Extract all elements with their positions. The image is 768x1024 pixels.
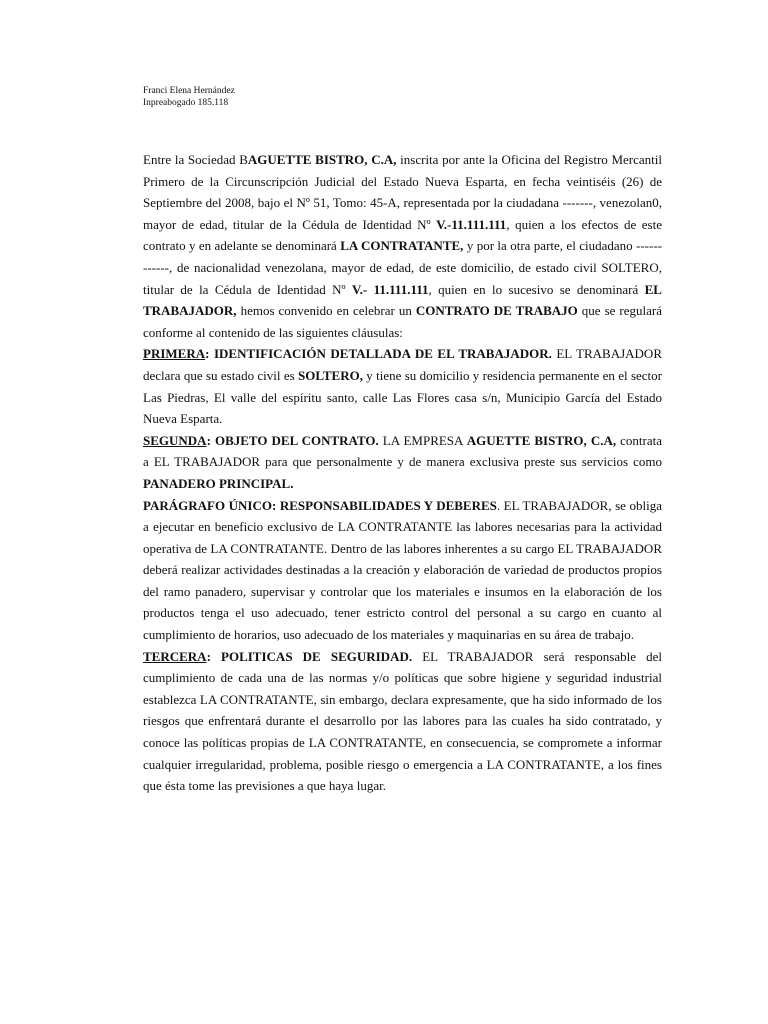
clause-primera: PRIMERA: IDENTIFICACIÓN DETALLADA DE EL TRABAJADOR. EL TRABAJADOR declara que su estado civil es SOLTERO, y tiene su domicilio y residencia permanente en el sector Las Piedras, El valle del espíritu santo, calle Las Flores casa s/n, Municipio García del Estado Nueva Esparta. — [143, 346, 663, 427]
inpreabogado-number: Inpreabogado 185.118 — [143, 98, 229, 108]
clause-label: PRIMERA — [143, 346, 206, 362]
clause-title: PARÁGRAFO ÚNICO: RESPONSABILIDADES Y DEBERES — [143, 497, 497, 513]
job-role: PANADERO PRINCIPAL. — [143, 475, 294, 491]
clause-tercera: TERCERA: POLITICAS DE SEGURIDAD. EL TRABAJADOR será responsable del cumplimiento de cada una de las normas y/o políticas que sobre higiene y seguridad industrial establezca LA CONTRATANTE, sin embargo, declara expresamente, que ha sido informado de los riesgos que enfrentará durante el desarrollo por las labores para las cuales ha sido contratado, y conoce las políticas propias de LA CONTRATANTE, en consecuencia, se compromete a informar cualquier irregularidad, problema, posible riesgo o emergencia a LA CONTRATANTE, a los fines que ésta tome las previsiones a que haya lugar. — [143, 648, 662, 794]
id-number-trabajador: V.- 11.111.111 — [351, 281, 429, 297]
clause-title: : POLITICAS DE SEGURIDAD. — [206, 648, 413, 664]
company-name: AGUETTE BISTRO, C.A, — [466, 432, 617, 448]
clause-label: SEGUNDA — [143, 432, 207, 448]
id-number-contratante: V.-11.111.111 — [436, 216, 507, 232]
company-name: AGUETTE BISTRO, C.A, — [247, 152, 397, 167]
author-name: Franci Elena Hernández — [143, 86, 235, 96]
clause-paragrafo-unico: PARÁGRAFO ÚNICO: RESPONSABILIDADES Y DEBERES. EL TRABAJADOR, se obliga a ejecutar en beneficio exclusivo de LA CONTRATANTE las labores necesarias para la actividad operativa de LA CONTRATANTE. Dentro de las labores inherentes a su cargo EL TRABAJADOR deberá realizar actividades destinadas a la creación y elaboración de variedad de productos propios del ramo panadero, supervisar y controlar que los materiales e insumos en la elaboración de los productos tenga el uso adecuado, tener estricto control del personal a su cargo en cuanto al cumplimiento de horarios, uso adecuado de los materiales y maquinarias en su área de trabajo. — [143, 497, 662, 643]
contrato-term: CONTRATO DE TRABAJO — [415, 303, 578, 319]
clause-label: TERCERA — [143, 648, 207, 664]
contratante-term: LA CONTRATANTE, — [340, 238, 464, 254]
trabajador-term: EL TRABAJADOR, — [143, 281, 662, 319]
contract-body — [143, 149, 662, 797]
intro-paragraph: Entre la Sociedad BAGUETTE BISTRO, C.A, inscrita por ante la Oficina del Registro Mercantil Primero de la Circunscripción Judicial del Estado Nueva Esparta, en fecha veintiséis (26) de Septiembre del 2008, bajo el Nº 51, Tomo: 45-A, representada por la ciudadana -------, venezolan0, mayor de edad, titular de la Cédula de Identidad Nº V.-11.111.111, quien a los efectos de este contrato y en adelante se denominará LA CONTRATANTE, y por la otra parte, el ciudadano ------------, de nacionalidad venezolana, mayor de edad, de este domicilio, de estado civil SOLTERO, titular de la Cédula de Identidad Nº V.- 11.111.111, quien en lo sucesivo se denominará EL TRABAJADOR, hemos convenido en celebrar un CONTRATO DE TRABAJO que se regulará conforme al contenido de las siguientes cláusulas: — [143, 152, 663, 340]
letterhead — [143, 85, 235, 109]
clause-title: : IDENTIFICACIÓN DETALLADA DE EL TRABAJADOR. — [205, 346, 552, 362]
clause-title: : OBJETO DEL CONTRATO. — [206, 432, 379, 448]
civil-status: SOLTERO, — [298, 367, 363, 383]
clause-segunda: SEGUNDA: OBJETO DEL CONTRATO. LA EMPRESA AGUETTE BISTRO, C.A, contrata a EL TRABAJADOR para que personalmente y de manera exclusiva preste sus servicios como PANADERO PRINCIPAL. — [143, 432, 663, 491]
